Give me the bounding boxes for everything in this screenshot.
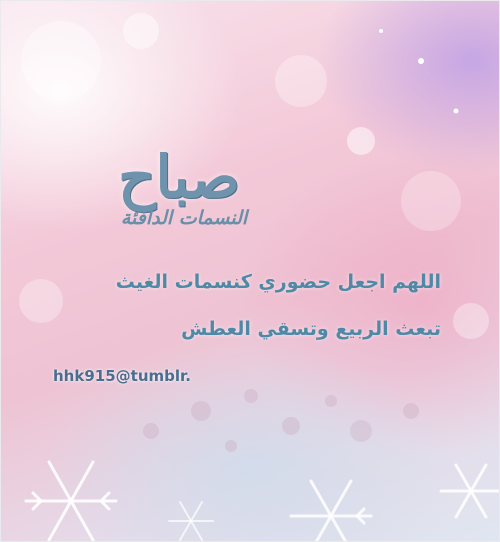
- watermark: hhk915@tumblr.: [53, 367, 191, 385]
- title-sub: النسمات الدافئة: [120, 207, 248, 229]
- verse-line-1: اللهم اجعل حضوري كنسمات الغيث: [115, 271, 441, 293]
- snowflake-icon: [26, 462, 116, 540]
- title-main: صباح: [118, 143, 240, 211]
- snowflake-icon: [169, 502, 213, 540]
- headline: [89, 137, 269, 247]
- snowflake-icon: [441, 465, 500, 517]
- verse-line-2: تبعث الربيع وتسقي العطش: [181, 318, 441, 340]
- snowflake-icon: [291, 481, 371, 542]
- snowflakes-decoration: [1, 421, 500, 542]
